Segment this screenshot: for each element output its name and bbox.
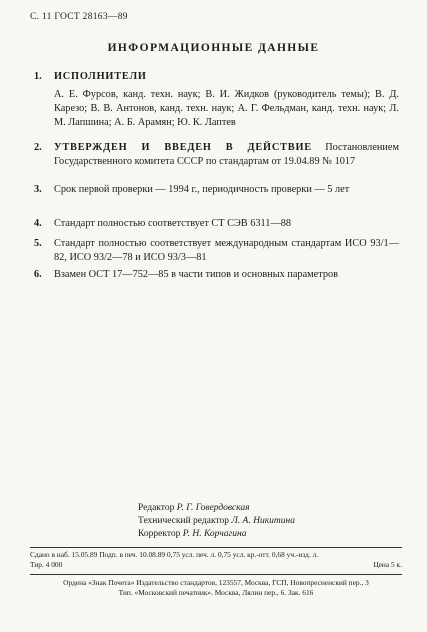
- list-item-6: [34, 268, 399, 282]
- item-body: Срок первой проверки — 1994 г., периодичность проверки — 5 лет: [54, 184, 350, 195]
- item-number: 3.: [34, 184, 42, 195]
- imprint-line: Сдано в наб. 15.05.89 Подп. в печ. 10.08.89 0,75 усл. печ. л. 0,75 усл. кр.-отт. 0,68 уч.-изд. л.: [30, 550, 319, 559]
- list-item-2: [34, 141, 399, 169]
- editor-name: Л. А. Никитина: [231, 516, 295, 526]
- printer-line: Тип. «Московский печатник». Москва, Лялин пер., 6. Зак. 616: [118, 588, 314, 597]
- editor-name: Р. Г. Говердовская: [176, 503, 250, 513]
- editor-name: Р. Н. Корчагина: [182, 529, 247, 539]
- item-body: Стандарт полностью соответствует международным стандартам ИСО 93/1—82, ИСО 93/2—78 и ИСО 93/3—81: [54, 238, 399, 263]
- editor-line: [138, 515, 295, 528]
- item-number: 4.: [34, 218, 42, 229]
- price: Цена 5 к.: [373, 560, 402, 569]
- list-item-1: [34, 70, 399, 130]
- page-title: ИНФОРМАЦИОННЫЕ ДАННЫЕ: [107, 42, 320, 54]
- item-body: Взамен ОСТ 17—752—85 в части типов и основных параметров: [54, 269, 339, 280]
- page-header: С. 11 ГОСТ 28163—89: [30, 12, 128, 22]
- list-item-5: [34, 237, 399, 265]
- publisher-line: Ордена «Знак Почета» Издательство стандартов, 123557, Москва, ГСП, Новопресненский пер., 3: [63, 578, 369, 587]
- circulation: Тир. 4 000: [30, 560, 63, 569]
- divider: [30, 574, 402, 575]
- editors-block: [138, 502, 295, 541]
- item-heading: ИСПОЛНИТЕЛИ: [54, 71, 147, 82]
- item-number: 1.: [34, 71, 42, 82]
- item-number: 6.: [34, 269, 42, 280]
- item-body: Стандарт полностью соответствует СТ СЭВ 6311—88: [54, 218, 292, 229]
- editor-role: Редактор: [138, 503, 175, 513]
- printing-info: [30, 578, 402, 598]
- list-item-4: [34, 217, 399, 231]
- editor-role: Технический редактор: [138, 516, 229, 526]
- divider: [30, 547, 402, 548]
- imprint-block: [30, 550, 402, 570]
- item-body: А. Е. Фурсов, канд. техн. наук; В. И. Жидков (руководитель темы); В. Д. Карезо; В. В. Антонов, канд. техн. наук; А. Г. Фельдман, канд. техн. наук; Л. М. Лапшина; А. Б. Арамян; Ю. К. Лаптев: [54, 89, 399, 128]
- item-heading: УТВЕРЖДЕН И ВВЕДЕН В ДЕЙСТВИЕ: [54, 142, 312, 153]
- editor-role: Корректор: [138, 529, 181, 539]
- list-item-3: [34, 183, 399, 197]
- editor-line: [138, 502, 295, 515]
- item-number: 5.: [34, 238, 42, 249]
- item-body: Постановлением Государственного комитета СССР по стандартам от 19.04.89 № 1017: [54, 142, 399, 167]
- editor-line: [138, 528, 295, 541]
- item-number: 2.: [34, 142, 42, 153]
